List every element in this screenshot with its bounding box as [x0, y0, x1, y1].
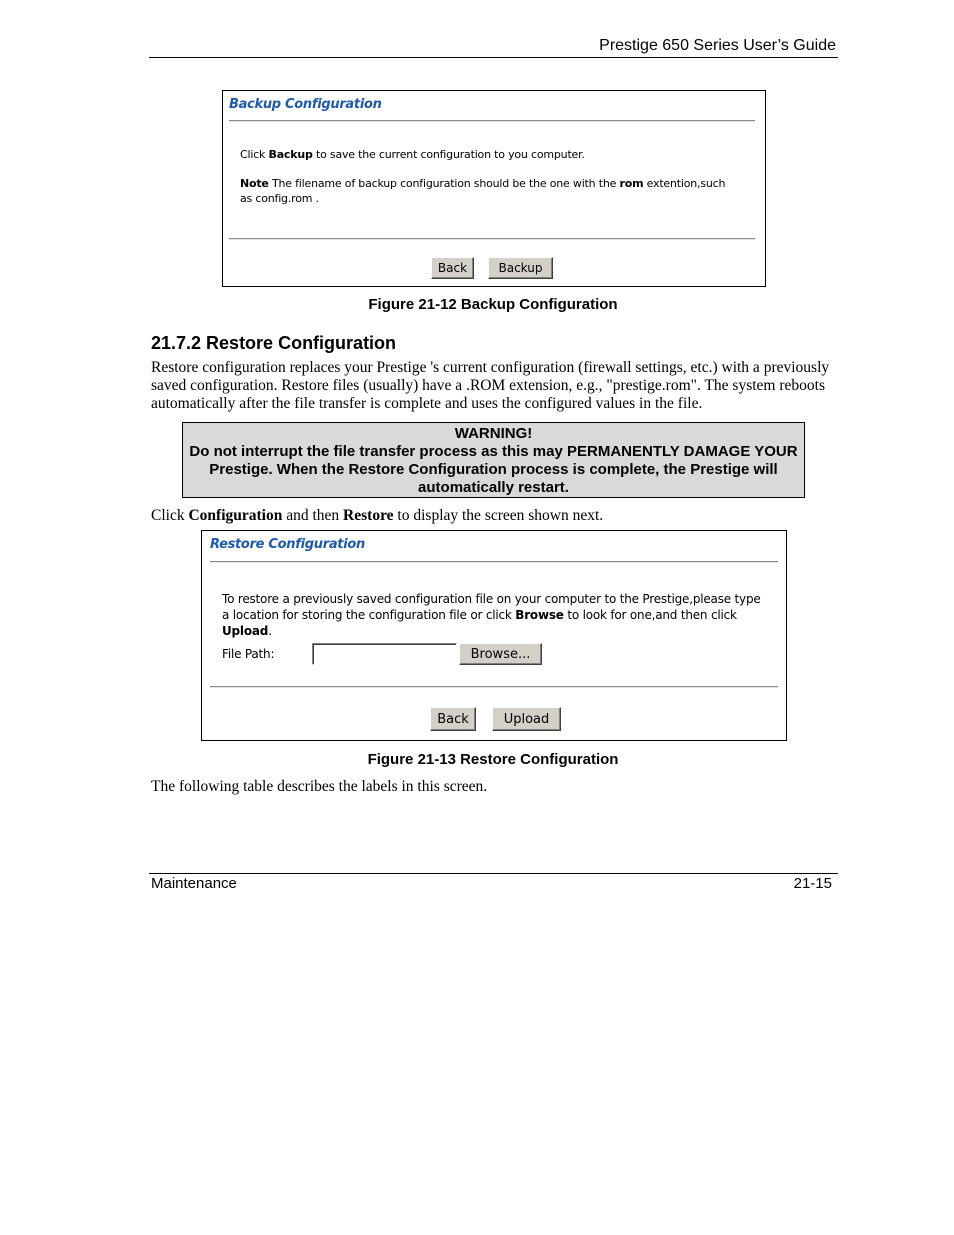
restore-browse-bold: Browse: [515, 608, 564, 622]
file-path-input[interactable]: [312, 643, 457, 665]
browse-button[interactable]: Browse...: [459, 643, 542, 665]
backup-instruction: Click Backup to save the current configuration to you computer.: [240, 148, 585, 161]
backup-note-rom: rom: [619, 177, 644, 190]
footer-chapter: Maintenance: [151, 875, 237, 892]
click-instruction: Click Configuration and then Restore to display the screen shown next.: [151, 507, 604, 524]
figure-13-caption: Figure 21-13 Restore Configuration: [367, 751, 619, 768]
running-header: Prestige 650 Series User’s Guide: [599, 37, 836, 54]
restore-instruction: To restore a previously saved configuration file on your computer to the Prestige,please type a location for storing the configuration file or click Browse to look for one,and then click Upload.: [222, 592, 761, 638]
restore-screen-title: Restore Configuration: [210, 537, 365, 552]
backup-screen-title: Backup Configuration: [229, 97, 382, 112]
restore-upload-bold: Upload: [222, 624, 269, 638]
section-paragraph: Restore configuration replaces your Prestige 's current configuration (firewall settings, etc.) with a previously saved configuration. Restore files (usually) have a .ROM extension, e.g., "prestige.rom". The system reboots automatically after the file transfer is complete and uses the configured values in the file.: [151, 359, 830, 412]
warning-box: [182, 422, 805, 498]
section-heading: 21.7.2 Restore Configuration: [151, 333, 397, 353]
warning-text: Do not interrupt the file transfer process as this may PERMANENTLY DAMAGE YOUR Prestige. When the Restore Configuration process is complete, the Prestige will automatically restart.: [189, 443, 798, 496]
backup-bottom-divider: [229, 238, 755, 240]
restore-bold: Restore: [343, 507, 394, 524]
restore-back-button[interactable]: Back: [430, 707, 476, 731]
file-path-label: File Path:: [222, 647, 275, 661]
page-number: 21-15: [793, 875, 832, 892]
warning-title: WARNING!: [454, 425, 533, 442]
configuration-bold: Configuration: [188, 507, 283, 524]
backup-instruction-bold: Backup: [268, 148, 313, 161]
restore-top-divider: [210, 561, 778, 563]
backup-note: Note The filename of backup configuration should be the one with the rom extention,such as config.rom .: [240, 177, 726, 205]
restore-configuration-screenshot: [201, 530, 787, 741]
footer-rule: [149, 873, 838, 874]
backup-button[interactable]: Backup: [488, 257, 553, 279]
backup-note-label: Note: [240, 177, 269, 190]
back-button[interactable]: Back: [431, 257, 474, 279]
figure-12-caption: Figure 21-12 Backup Configuration: [368, 296, 618, 313]
closing-text: The following table describes the labels in this screen.: [151, 778, 488, 795]
backup-configuration-screenshot: [222, 90, 766, 287]
header-rule: [149, 57, 838, 58]
restore-bottom-divider: [210, 686, 778, 688]
upload-button[interactable]: Upload: [492, 707, 561, 731]
backup-top-divider: [229, 120, 755, 122]
